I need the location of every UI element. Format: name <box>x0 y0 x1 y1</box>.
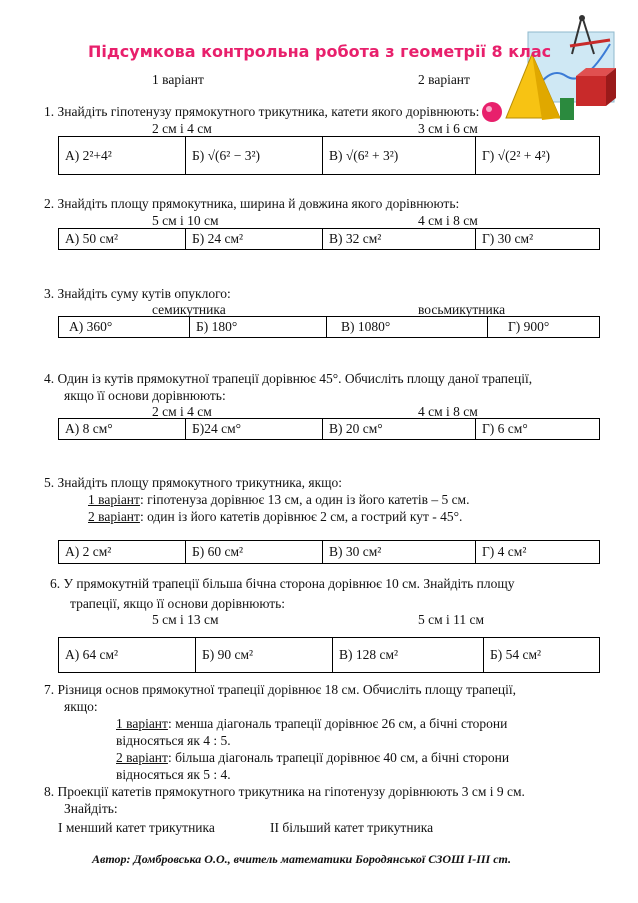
q1-variant1: 2 см і 4 см <box>152 121 212 136</box>
q5-answer-a[interactable]: А) 2 см² <box>59 541 186 564</box>
q5-text: 5. Знайдіть площу прямокутного трикутника, якщо: <box>44 475 343 490</box>
q4-answers <box>58 418 600 440</box>
q1-text: 1. Знайдіть гіпотенузу прямокутного трикутника, катети якого дорівнюють: <box>44 104 480 119</box>
q6-answers <box>58 637 600 673</box>
q7-text-line2: якщо: <box>64 699 98 714</box>
q4-variant2: 4 см і 8 см <box>418 404 478 419</box>
q4-answer-b[interactable]: Б)24 см° <box>186 419 323 440</box>
q6-text-line1: 6. У прямокутній трапеції більша бічна сторона дорівнює 10 см. Знайдіть площу <box>50 576 515 591</box>
q7-variant2-cont: відносяться як 5 : 4. <box>116 767 231 782</box>
q2-answer-d[interactable]: Г) 30 см² <box>476 229 600 250</box>
q3-text: 3. Знайдіть суму кутів опуклого: <box>44 286 231 301</box>
q3-answers <box>58 316 600 338</box>
q4-variant1: 2 см і 4 см <box>152 404 212 419</box>
variant1-label: 1 варіант <box>152 72 204 87</box>
q1-variant2: 3 см і 6 см <box>418 121 478 136</box>
q1-answer-c[interactable]: В) √(6² + 3²) <box>323 137 476 175</box>
q6-variant1: 5 см і 13 см <box>152 612 219 627</box>
q1-answer-a[interactable]: А) 2²+4² <box>59 137 186 175</box>
q7-variant1-line <box>116 716 507 732</box>
q2-variant2: 4 см і 8 см <box>418 213 478 228</box>
q8-variant1: І менший катет трикутника <box>58 820 215 835</box>
q7-variant2-line <box>116 750 509 766</box>
q5-answers <box>58 540 600 564</box>
q7-variant2-text: : більша діагональ трапеції дорівнює 40 см, а бічні сторони <box>167 750 510 765</box>
q4-answer-c[interactable]: В) 20 см° <box>323 419 476 440</box>
q7-variant1-cont: відносяться як 4 : 5. <box>116 733 231 748</box>
q3-answer-a[interactable]: А) 360° <box>59 317 190 338</box>
q1-answer-b[interactable]: Б) √(6² − 3²) <box>186 137 323 175</box>
q6-answer-a[interactable]: А) 64 см² <box>59 638 196 673</box>
q5-answer-d[interactable]: Г) 4 см² <box>476 541 600 564</box>
q2-answer-a[interactable]: А) 50 см² <box>59 229 186 250</box>
q7-text-line1: 7. Різниця основ прямокутної трапеції дорівнює 18 см. Обчисліть площу трапеції, <box>44 682 517 697</box>
q7-variant1-text: : менша діагональ трапеції дорівнює 26 см, а бічні сторони <box>167 716 508 731</box>
q5-answer-c[interactable]: В) 30 см² <box>323 541 476 564</box>
q3-answer-d[interactable]: Г) 900° <box>488 317 600 338</box>
q4-answer-d[interactable]: Г) 6 см° <box>476 419 600 440</box>
q5-variant2-text: : один із його катетів дорівнює 2 см, а гострий кут - 45°. <box>139 509 463 524</box>
q8-text-line2: Знайдіть: <box>64 801 118 816</box>
q2-text: 2. Знайдіть площу прямокутника, ширина й довжина якого дорівнюють: <box>44 196 460 211</box>
q3-variant2: восьмикутника <box>418 302 506 317</box>
q4-answer-a[interactable]: А) 8 см° <box>59 419 186 440</box>
q4-text-line1: 4. Один із кутів прямокутної трапеції дорівнює 45°. Обчисліть площу даної трапеції, <box>44 371 533 386</box>
q5-variant1-text: : гіпотенуза дорівнює 13 см, а один із його катетів – 5 см. <box>139 492 470 507</box>
q5-variant2-line <box>88 509 462 525</box>
geometry-clipart <box>478 14 618 126</box>
q1-answer-d[interactable]: Г) √(2² + 4²) <box>476 137 600 175</box>
q2-answer-b[interactable]: Б) 24 см² <box>186 229 323 250</box>
q3-answer-b[interactable]: Б) 180° <box>190 317 327 338</box>
q5-variant2-label: 2 варіант <box>88 509 140 524</box>
q6-answer-b[interactable]: Б) 90 см² <box>196 638 333 673</box>
q6-variant2: 5 см і 11 см <box>418 612 485 627</box>
author-footer: Автор: Домбровська О.О., вчитель математики Бородянської СЗОШ І-ІІІ ст. <box>92 852 512 866</box>
q5-variant1-label: 1 варіант <box>88 492 140 507</box>
q7-variant1-label: 1 варіант <box>116 716 168 731</box>
q6-answer-d[interactable]: Б) 54 см² <box>484 638 600 673</box>
q6-text-line2: трапеції, якщо її основи дорівнюють: <box>70 596 286 611</box>
q8-text-line1: 8. Проекції катетів прямокутного трикутника на гіпотенузу дорівнюють 3 см і 9 см. <box>44 784 525 799</box>
q8-variant2: ІІ більший катет трикутника <box>270 820 434 835</box>
q2-answer-c[interactable]: В) 32 см² <box>323 229 476 250</box>
q3-answer-c[interactable]: В) 1080° <box>327 317 488 338</box>
q7-variant2-label: 2 варіант <box>116 750 168 765</box>
q1-answers <box>58 136 600 175</box>
q2-variant1: 5 см і 10 см <box>152 213 219 228</box>
variant2-label: 2 варіант <box>418 72 470 87</box>
q2-answers <box>58 228 600 250</box>
q5-variant1-line <box>88 492 469 508</box>
q3-variant1: семикутника <box>152 302 226 317</box>
page-title: Підсумкова контрольна робота з геометрії 8 клас <box>88 42 552 61</box>
q4-text-line2: якщо її основи дорівнюють: <box>64 388 226 403</box>
q5-answer-b[interactable]: Б) 60 см² <box>186 541 323 564</box>
q6-answer-c[interactable]: В) 128 см² <box>333 638 484 673</box>
